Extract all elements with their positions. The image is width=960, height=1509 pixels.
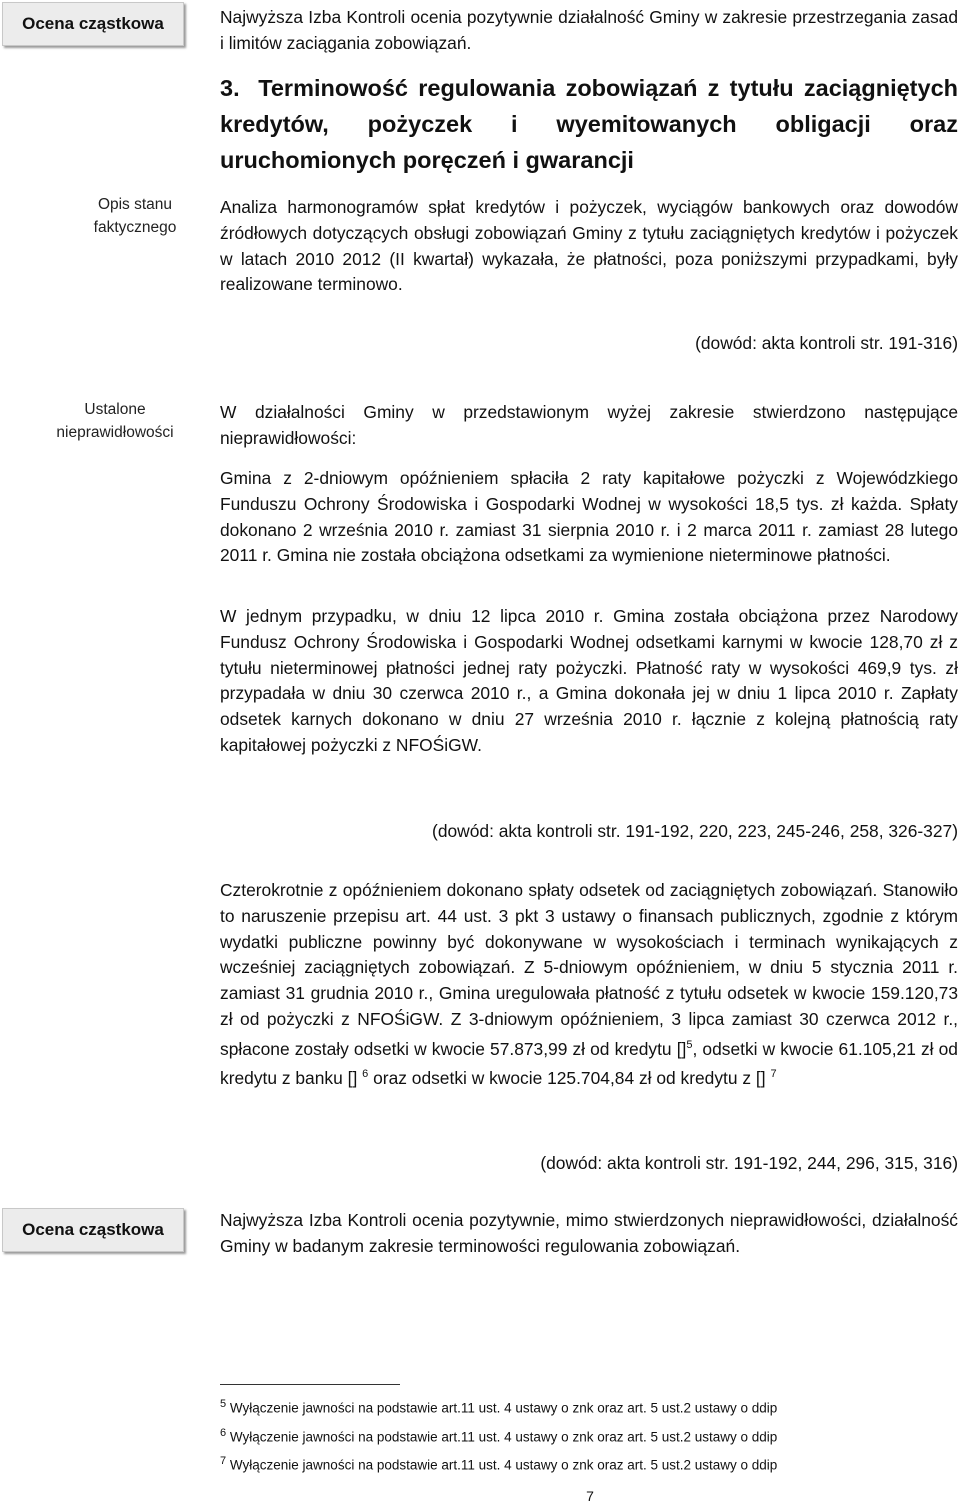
footnote-6 bbox=[220, 1421, 958, 1450]
ocena-czastkowa-label-bottom bbox=[2, 1208, 184, 1252]
ocena-text: Najwyższa Izba Kontroli ocenia pozytywnie, mimo stwierdzonych nieprawidłowości, działalność Gminy w badanym zakresie terminowości regulowania zobowiązań. bbox=[220, 1210, 958, 1256]
section-title: Terminowość regulowania zobowiązań z tytułu zaciągniętych kredytów, pożyczek i wyemitowanych obligacji oraz uruchomionych poręczeń i gwarancji bbox=[220, 75, 958, 173]
opis-stanu-label: Opis stanu faktycznego bbox=[93, 196, 177, 236]
ustalone-intro-text: W działalności Gminy w przedstawionym wyżej zakresie stwierdzono następujące nieprawidłowości: bbox=[220, 402, 958, 448]
evidence-reference-1: (dowód: akta kontroli str. 191-316) bbox=[695, 333, 958, 353]
ustalone-paragraph-3 bbox=[220, 878, 958, 1092]
paragraph-3-part-a: Czterokrotnie z opóźnieniem dokonano spłaty odsetek od zaciągniętych zobowiązań. Stanowiło to naruszenie przepisu art. 44 ust. 3 pkt 3 ustawy o finansach publicznych, zgodnie z którym wydatki publiczne powinny być dokonywane w wysokościach i terminach wynikających z wcześniej zaciągniętych zobowiązań. Z 5-dniowym opóźnieniem, w dniu 5 stycznia 2011 r. zamiast 31 grudnia 2010 r., Gmina uregulowała płatność z tytułu odsetek w kwocie 159.120,73 zł od pożyczki z NFOŚiGW. Z 3-dniowym opóźnieniem, 3 lipca zamiast 30 czerwca 2012 r., spłacone zostały odsetki w kwocie 57.873,99 zł od kredytu bbox=[220, 880, 958, 1059]
footnote-ref-7[interactable]: 7 bbox=[770, 1068, 777, 1081]
footnote-separator bbox=[220, 1384, 400, 1385]
ocena-czastkowa-label-top bbox=[2, 2, 184, 46]
section-number: 3. bbox=[220, 75, 240, 101]
footnote-number: 6 bbox=[220, 1426, 227, 1439]
footnote-5 bbox=[220, 1392, 958, 1421]
paragraph-3-part-e: oraz odsetki w kwocie 125.704,84 zł od kredytu z bbox=[373, 1068, 752, 1089]
ocena-czastkowa-text-bottom: Ocena cząstkowa bbox=[22, 1220, 164, 1239]
ustalone-label: Ustalone nieprawidłowości bbox=[56, 401, 174, 441]
footnote-text: Wyłączenie jawności na podstawie art.11 ust. 4 ustawy o znk oraz art. 5 ust.2 ustawy o ddip bbox=[229, 1400, 778, 1416]
evidence-reference-2: (dowód: akta kontroli str. 191-192, 220, 223, 245-246, 258, 326-327) bbox=[432, 821, 958, 841]
footnotes bbox=[220, 1392, 958, 1478]
redaction-bracket-6: [] bbox=[347, 1068, 358, 1089]
intro-text: Najwyższa Izba Kontroli ocenia pozytywnie działalność Gminy w zakresie przestrzegania zasad i limitów zaciągania zobowiązań. bbox=[220, 7, 958, 53]
section-heading bbox=[220, 70, 958, 178]
footnote-7 bbox=[220, 1449, 958, 1478]
redaction-bracket-5: [] bbox=[676, 1038, 687, 1059]
page-number: 7 bbox=[586, 1488, 594, 1504]
footnote-number: 5 bbox=[220, 1398, 227, 1410]
ocena-czastkowa-text-top: Ocena cząstkowa bbox=[22, 14, 164, 33]
ustalone-paragraph-1: Gmina z 2-dniowym opóźnieniem spłaciła 2 raty kapitałowe pożyczki z Wojewódzkiego Funduszu Ochrony Środowiska i Gospodarki Wodnej w wysokości 18,5 tys. zł każda. Spłaty dokonano 2 września 2010 r. zamiast 31 sierpnia 2010 r. i 2 marca 2011 r. zamiast 28 lutego 2011 r. Gmina nie została obciążona odsetkami za wymienione nieterminowe płatności. bbox=[220, 468, 958, 566]
footnote-ref-5[interactable]: 5 bbox=[686, 1038, 693, 1051]
redaction-bracket-7: [] bbox=[755, 1068, 766, 1089]
footnote-text: Wyłączenie jawności na podstawie art.11 ust. 4 ustawy o znk oraz art. 5 ust.2 ustawy o ddip bbox=[229, 1429, 778, 1444]
ustalone-paragraph-2: W jednym przypadku, w dniu 12 lipca 2010 r. Gmina została obciążona przez Narodowy Fundusz Ochrony Środowiska i Gospodarki Wodnej odsetkami karnymi w kwocie 128,70 zł z tytułu nieterminowej płatności jednej raty pożyczki. Płatność raty w wysokości 469,9 tys. zł przypadała w dniu 30 czerwca 2010 r., a Gmina dokonała jej w dniu 1 lipca 2010 r. Zapłaty odsetek karnych dokonano w dniu 27 września 2010 r. łącznie z kolejną płatnością raty kapitałowej pożyczki z NFOŚiGW. bbox=[220, 606, 958, 755]
footnote-ref-6[interactable]: 6 bbox=[362, 1068, 369, 1081]
opis-text: Analiza harmonogramów spłat kredytów i pożyczek, wyciągów bankowych oraz dowodów źródłowych dotyczących obsługi zobowiązań Gminy z tytułu zaciągniętych kredytów i pożyczek w latach 2010 2012 (II kwartał) wykazała, że płatności, poza poniższymi przypadkami, były realizowane terminowo. bbox=[220, 197, 958, 295]
paragraph-3-part-c: , odsetki w kwocie 61.105,21 zł od kredytu z banku bbox=[220, 1038, 958, 1089]
footnote-number: 7 bbox=[220, 1455, 227, 1467]
footnote-text: Wyłączenie jawności na podstawie art.11 ust. 4 ustawy o znk oraz art. 5 ust.2 ustawy o ddip bbox=[229, 1457, 778, 1473]
evidence-reference-3: (dowód: akta kontroli str. 191-192, 244, 296, 315, 316) bbox=[540, 1153, 958, 1173]
